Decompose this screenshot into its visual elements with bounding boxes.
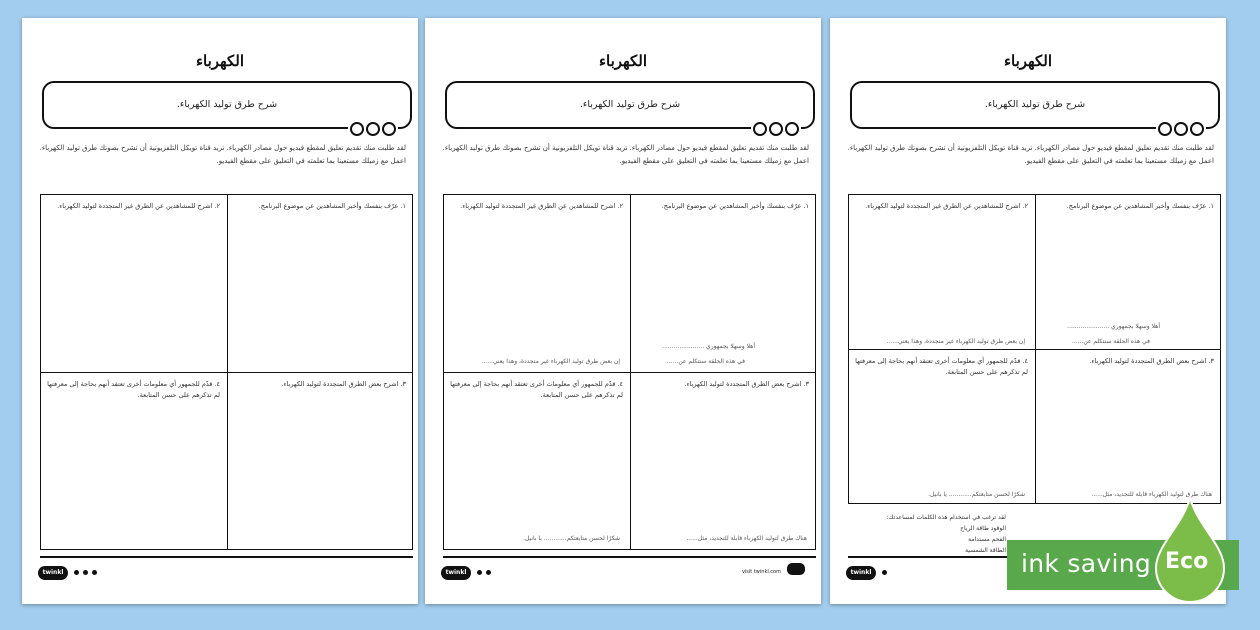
footer-difficulty-dots xyxy=(882,570,887,575)
prompt-hello: أهلا وسهلا بجمهوري ...................... xyxy=(1067,323,1160,330)
question-2: ٢. اشرح للمشاهدين عن الطرق غير المتجددة لتوليد الكهرباء. xyxy=(865,202,1028,210)
banner-text: شرح طرق توليد الكهرباء. xyxy=(984,99,1086,110)
question-3: ٣. اشرح بعض الطرق المتجددة لتوليد الكهرباء. xyxy=(281,380,406,388)
question-4: ٤. قدّم للجمهور أي معلومات أخرى تعتقد أنهم بحاجة إلى معرفتها لم تذكرهم على حسن المتابعة. xyxy=(47,380,220,399)
difficulty-dots xyxy=(348,122,398,136)
difficulty-dots xyxy=(1156,122,1206,136)
prompt-renewable: هناك طرق لتوليد الكهرباء قابلة للتجديد، مثل...... xyxy=(1091,491,1212,498)
worksheet-title: الكهرباء xyxy=(598,52,647,70)
question-2: ٢. اشرح للمشاهدين عن الطرق غير المتجددة لتوليد الكهرباء. xyxy=(460,202,623,210)
question-3: ٣. اشرح بعض الطرق المتجددة لتوليد الكهرباء. xyxy=(1089,357,1214,365)
question-1: ١. عرّف بنفسك وأخبر المشاهدين عن موضوع البرنامج. xyxy=(661,202,809,210)
title-banner xyxy=(445,81,815,129)
answer-grid xyxy=(443,194,816,550)
footer-rule xyxy=(443,556,816,558)
prompt-thanks: شكرًا لحسن متابعتكم............ يا بانيل. xyxy=(523,535,620,542)
answer-grid xyxy=(40,194,413,550)
twinkl-logo: twinkl xyxy=(441,566,471,580)
footer-rule xyxy=(40,556,413,558)
worksheet-page-1 xyxy=(22,18,418,604)
prompt-thanks: شكرًا لحسن متابعتكم............ يا بانيل. xyxy=(928,491,1025,498)
question-1: ١. عرّف بنفسك وأخبر المشاهدين عن موضوع البرنامج. xyxy=(258,202,406,210)
banner-text: شرح طرق توليد الكهرباء. xyxy=(579,99,681,110)
worksheet-title: الكهرباء xyxy=(1003,52,1052,70)
footer-logo-small xyxy=(787,563,805,575)
footer-difficulty-dots xyxy=(74,570,97,575)
prompt-nonrenewable: إن بعض طرق توليد الكهرباء غير متجددة، وهذا يعني...... xyxy=(481,358,620,365)
worksheet-page-2 xyxy=(425,18,821,604)
prompt-episode: في هذه الحلقة سنتكلم عن...... xyxy=(1071,338,1150,345)
twinkl-logo: twinkl xyxy=(38,566,68,580)
prompt-nonrenewable: إن بعض طرق توليد الكهرباء غير متجددة، وهذا يعني...... xyxy=(886,338,1025,345)
prompt-renewable: هناك طرق لتوليد الكهرباء قابلة للتجديد، مثل...... xyxy=(686,535,807,542)
word-bank: لقد ترغب في استخدام هذه الكلمات لمساعدتك: الوقود طاقة الرياح الفحم مستدامة الطاقة الشمسية xyxy=(886,514,1006,554)
twinkl-logo: twinkl xyxy=(846,566,876,580)
banner-text: شرح طرق توليد الكهرباء. xyxy=(176,99,278,110)
footer-difficulty-dots xyxy=(477,570,491,575)
question-4: ٤. قدّم للجمهور أي معلومات أخرى تعتقد أنهم بحاجة إلى معرفتها لم تذكرهم على حسن المتابعة. xyxy=(450,380,623,399)
question-1: ١. عرّف بنفسك وأخبر المشاهدين عن موضوع البرنامج. xyxy=(1066,202,1214,210)
prompt-episode: في هذه الحلقة سنتكلم عن...... xyxy=(666,358,745,365)
worksheet-title: الكهرباء xyxy=(195,52,244,70)
eco-label: Eco xyxy=(1165,549,1209,574)
question-2: ٢. اشرح للمشاهدين عن الطرق غير المتجددة لتوليد الكهرباء. xyxy=(57,202,220,210)
title-banner xyxy=(42,81,412,129)
footer-url: visit twinkl.com xyxy=(741,569,781,575)
intro-text: لقد طلبت منك تقديم تعليق لمقطع فيديو حول مصادر الكهرباء. تريد قناة تويكل التلفزيونية أن تشرح بصوتك طرق توليد الكهرباء. اعمل مع زميلك مستعينا بما تعلمته في التعليق على مقطع الفيديو. xyxy=(442,144,809,165)
ink-saving-label: ink saving xyxy=(1021,549,1152,578)
answer-grid xyxy=(848,194,1221,504)
question-3: ٣. اشرح بعض الطرق المتجددة لتوليد الكهرباء. xyxy=(684,380,809,388)
title-banner xyxy=(850,81,1220,129)
difficulty-dots xyxy=(751,122,801,136)
prompt-hello: أهلا وسهلا بجمهوري ...................... xyxy=(662,343,755,350)
intro-text: لقد طلبت منك تقديم تعليق لمقطع فيديو حول مصادر الكهرباء. تريد قناة تويكل التلفزيونية أن تشرح بصوتك طرق توليد الكهرباء. اعمل مع زميلك مستعينا بما تعلمته في التعليق على مقطع الفيديو. xyxy=(39,144,406,165)
question-4: ٤. قدّم للجمهور أي معلومات أخرى تعتقد أنهم بحاجة إلى معرفتها لم تذكرهم على حسن المتابعة. xyxy=(855,357,1028,376)
intro-text: لقد طلبت منك تقديم تعليق لمقطع فيديو حول مصادر الكهرباء. تريد قناة تويكل التلفزيونية أن تشرح بصوتك طرق توليد الكهرباء. اعمل مع زميلك مستعينا بما تعلمته في التعليق على مقطع الفيديو. xyxy=(847,144,1214,165)
